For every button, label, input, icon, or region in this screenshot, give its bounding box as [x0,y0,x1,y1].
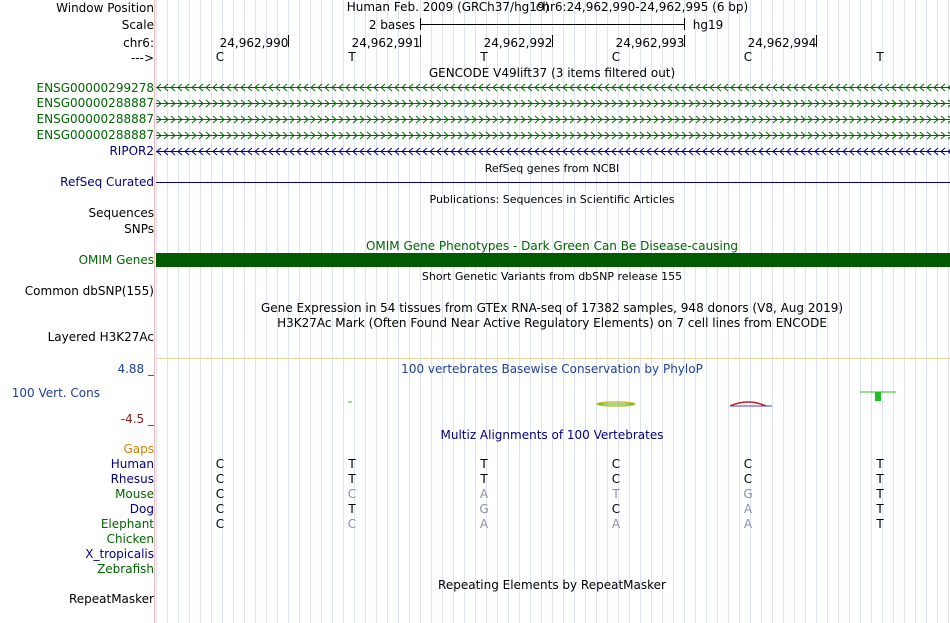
cons-mark-5 [730,402,766,406]
alignment-base-dog-1: C [215,502,225,516]
scale-text: 2 bases [368,18,416,32]
coord-2: 24,962,991 [351,36,421,50]
species-label-elephant[interactable]: Elephant [100,517,154,531]
alignment-base-human-1: C [215,457,225,471]
alignment-base-rhesus-1: C [215,472,225,486]
h3k27ac-track-title: H3K27Ac Mark (Often Found Near Active Regulatory Elements) on 7 cell lines from ENCODE [277,316,827,330]
gridline [915,0,916,623]
species-label-zebrafish[interactable]: Zebrafish [97,562,154,576]
assembly-title: Human Feb. 2009 (GRCh37/hg19) [346,0,550,14]
gencode-track-title: GENCODE V49lift37 (3 items filtered out) [428,66,676,80]
gencode-item-label-3[interactable]: ENSG00000288887 [36,112,154,126]
omim-track-label[interactable]: OMIM Genes [78,253,154,267]
species-label-x-tropicalis[interactable]: X_tropicalis [85,547,154,561]
alignment-base-mouse-5: G [743,487,753,501]
gridline [255,0,256,623]
gridline [200,0,201,623]
gridline [937,0,938,623]
ref-base-3: T [480,50,488,64]
alignment-base-dog-6: T [876,502,884,516]
coord-tick-4 [684,35,685,47]
refseq-track-label[interactable]: RefSeq Curated [60,175,154,189]
conservation-track-label[interactable]: 100 Vert. Cons [11,386,100,400]
label-divider [154,0,155,623]
h3k27ac-track-label[interactable]: Layered H3K27Ac [47,330,154,344]
ref-base-6: T [876,50,884,64]
alignment-base-human-2: T [348,457,356,471]
rmsk-track-title: Repeating Elements by RepeatMasker [438,578,666,592]
species-label-mouse[interactable]: Mouse [115,487,154,501]
species-label-rhesus[interactable]: Rhesus [110,472,154,486]
refseq-gene-line[interactable] [156,182,950,183]
scale-bar-right-tick [684,18,685,30]
scale-label: Scale [121,18,154,32]
cons-mark-6 [875,392,881,401]
omim-gene-bar[interactable] [156,253,950,267]
coord-tick-2 [420,35,421,47]
alignment-base-mouse-6: T [876,487,884,501]
sequences-track-label[interactable]: Sequences [88,206,154,220]
alignment-base-human-5: C [743,457,753,471]
coord-4: 24,962,993 [615,36,685,50]
coord-5: 24,962,994 [747,36,817,50]
scale-bar-left-tick [420,18,421,30]
multiz-track-title: Multiz Alignments of 100 Vertebrates [440,428,664,442]
gridline [189,0,190,623]
conservation-min-label: -4.5 _ [120,412,154,426]
chromosome-label: chr6: [123,36,154,50]
coord-3: 24,962,992 [483,36,553,50]
gridline [904,0,905,623]
refseq-track-title: RefSeq genes from NCBI [484,162,620,175]
gencode-item-label-4[interactable]: ENSG00000288887 [36,128,154,142]
coord-tick-1 [288,35,289,47]
gtex-track-title: Gene Expression in 54 tissues from GTEx RNA-seq of 17382 samples, 948 donors (V8, Aug 2019) [260,301,844,315]
scale-db-text: hg19 [692,18,724,32]
scale-bar [420,24,684,25]
alignment-base-dog-2: T [348,502,356,516]
gaps-track-label[interactable]: Gaps [123,442,154,456]
gridline [849,0,850,623]
ref-base-5: C [743,50,753,64]
gridline [860,0,861,623]
strand-toggle[interactable]: ---> [130,51,154,65]
species-label-dog[interactable]: Dog [129,502,154,516]
window-position-label: Window Position [56,1,154,15]
conservation-plot[interactable] [156,385,950,415]
alignment-base-mouse-1: C [215,487,225,501]
gencode-item-3-rightward[interactable] [156,115,950,124]
species-label-human[interactable]: Human [110,457,154,471]
position-text: chr6:24,962,990-24,962,995 (6 bp) [535,0,749,14]
alignment-base-elephant-4: A [611,517,621,531]
gridline [926,0,927,623]
gridline [233,0,234,623]
alignment-base-rhesus-4: C [611,472,621,486]
alignment-base-human-3: T [480,457,488,471]
alignment-base-human-4: C [611,457,621,471]
gencode-item-5-lefward[interactable] [156,147,950,156]
alignment-base-rhesus-6: T [876,472,884,486]
alignment-base-elephant-5: A [743,517,753,531]
gridline [167,0,168,623]
gridline [948,0,949,623]
gridline [211,0,212,623]
gridline [871,0,872,623]
ref-base-2: T [348,50,356,64]
gencode-item-label-2[interactable]: ENSG00000288887 [36,96,154,110]
gridline [156,0,157,623]
alignment-base-rhesus-2: T [348,472,356,486]
conservation-track-title: 100 vertebrates Basewise Conservation by PhyloP [401,362,703,376]
conservation-max-label: 4.88 _ [117,362,154,376]
gencode-item-4-rightward[interactable] [156,131,950,140]
coord-tick-3 [552,35,553,47]
coord-tick-5 [816,35,817,47]
alignment-base-rhesus-5: C [743,472,753,486]
dbsnp-track-title: Short Genetic Variants from dbSNP release 155 [421,270,683,283]
alignment-base-elephant-6: T [876,517,884,531]
alignment-base-dog-3: G [479,502,489,516]
alignment-base-rhesus-3: T [480,472,488,486]
alignment-base-mouse-3: A [479,487,489,501]
gencode-item-2-rightward[interactable] [156,99,950,108]
gencode-item-1-lefward[interactable] [156,83,950,92]
gridline [178,0,179,623]
gencode-item-label-1[interactable]: ENSG00000299278 [36,81,154,95]
alignment-base-dog-4: C [611,502,621,516]
coord-1: 24,962,990 [219,36,289,50]
track-data-area[interactable] [156,0,950,623]
alignment-base-elephant-1: C [215,517,225,531]
alignment-base-mouse-2: C [347,487,357,501]
species-label-chicken[interactable]: Chicken [106,532,154,546]
dbsnp-track-label[interactable]: Common dbSNP(155) [24,284,154,298]
alignment-base-dog-5: A [743,502,753,516]
conservation-top-border [156,358,950,359]
ref-base-1: C [215,50,225,64]
gridline [244,0,245,623]
alignment-base-mouse-4: T [612,487,620,501]
gridline [893,0,894,623]
pubs-track-title: Publications: Sequences in Scientific Articles [429,193,675,206]
gencode-item-label-5[interactable]: RIPOR2 [109,144,154,158]
alignment-base-human-6: T [876,457,884,471]
snps-track-label[interactable]: SNPs [124,222,154,236]
omim-track-title: OMIM Gene Phenotypes - Dark Green Can Be Disease-causing [365,239,739,253]
repeatmasker-track-label[interactable]: RepeatMasker [68,592,154,606]
ref-base-4: C [611,50,621,64]
alignment-base-elephant-3: A [479,517,489,531]
alignment-base-elephant-2: C [347,517,357,531]
track-label-column [0,0,154,623]
